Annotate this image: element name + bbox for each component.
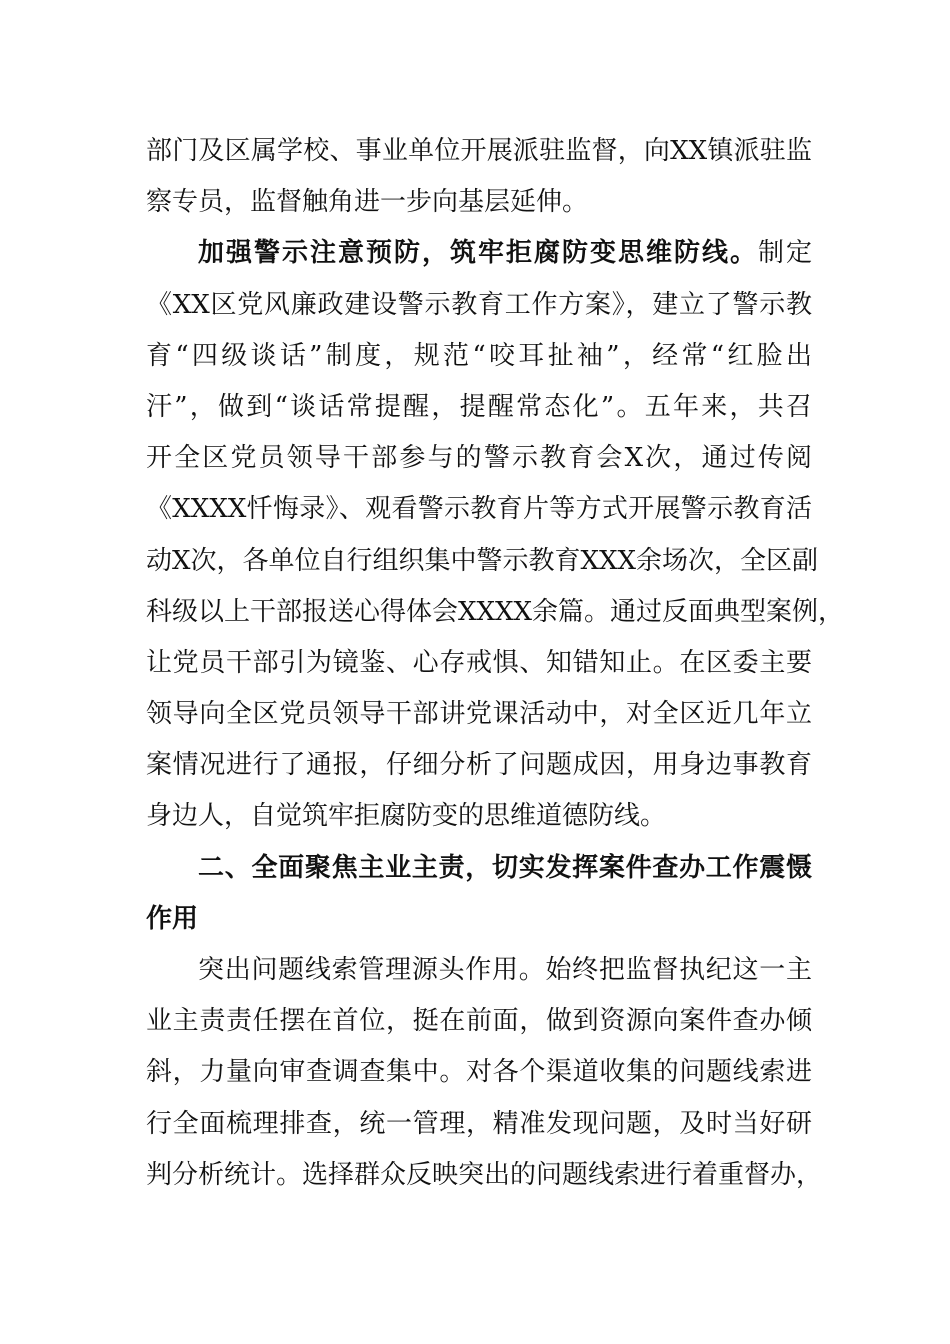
paragraph-line: 行全面梳理排查，统一管理，精准发现问题，及时当好研 <box>146 1108 812 1139</box>
paragraph-line: 察专员，监督触角进一步向基层延伸。 <box>146 187 589 218</box>
paragraph-line: 部门及区属学校、事业单位开展派驻监督，向XX镇派驻监 <box>146 136 812 166</box>
paragraph-line: 科级以上干部报送心得体会XXXX余篇。通过反面典型案例， <box>146 596 845 627</box>
paragraph-line: 斜，力量向审查调查集中。对各个渠道收集的问题线索进 <box>146 1057 812 1088</box>
section-heading: 作用 <box>146 903 199 934</box>
paragraph-line: 案情况进行了通报，仔细分析了问题成因，用身边事教育 <box>146 750 812 781</box>
paragraph-line-with-heading <box>146 228 812 279</box>
paragraph-line: 动X次，各单位自行组织集中警示教育XXX余场次，全区副 <box>146 545 819 576</box>
paragraph-line: 领导向全区党员领导干部讲党课活动中，对全区近几年立 <box>146 699 812 730</box>
paragraph-line: 突出问题线索管理源头作用。始终把监督执纪这一主 <box>198 955 812 985</box>
document-body <box>146 126 845 1201</box>
paragraph-line: 开全区党员领导干部参与的警示教育会X次，通过传阅 <box>146 443 812 474</box>
inline-heading: 加强警示注意预防，筑牢拒腐防变思维防线。 <box>198 238 758 269</box>
paragraph-text: 制定 <box>757 238 812 269</box>
paragraph-line: 让党员干部引为镜鉴、心存戒惧、知错知止。在区委主要 <box>146 647 812 678</box>
paragraph-line: 汗”，做到“谈话常提醒，提醒常态化”。五年来，共召 <box>146 391 812 422</box>
paragraph-line: 业主责责任摆在首位，挺在前面，做到资源向案件查办倾 <box>146 1006 812 1037</box>
paragraph-line: 育“四级谈话”制度，规范“咬耳扯袖”，经常“红脸出 <box>146 340 812 371</box>
paragraph-line: 《XXXX忏悔录》、观看警示教育片等方式开展警示教育活 <box>146 494 812 525</box>
section-heading: 二、全面聚焦主业主责，切实发挥案件查办工作震慑 <box>198 852 812 883</box>
paragraph-line: 身边人，自觉筑牢拒腐防变的思维道德防线。 <box>146 801 667 832</box>
paragraph-line: 判分析统计。选择群众反映突出的问题线索进行着重督办， <box>146 1159 823 1190</box>
paragraph-line: 《XX区党风廉政建设警示教育工作方案》，建立了警示教 <box>146 289 812 320</box>
